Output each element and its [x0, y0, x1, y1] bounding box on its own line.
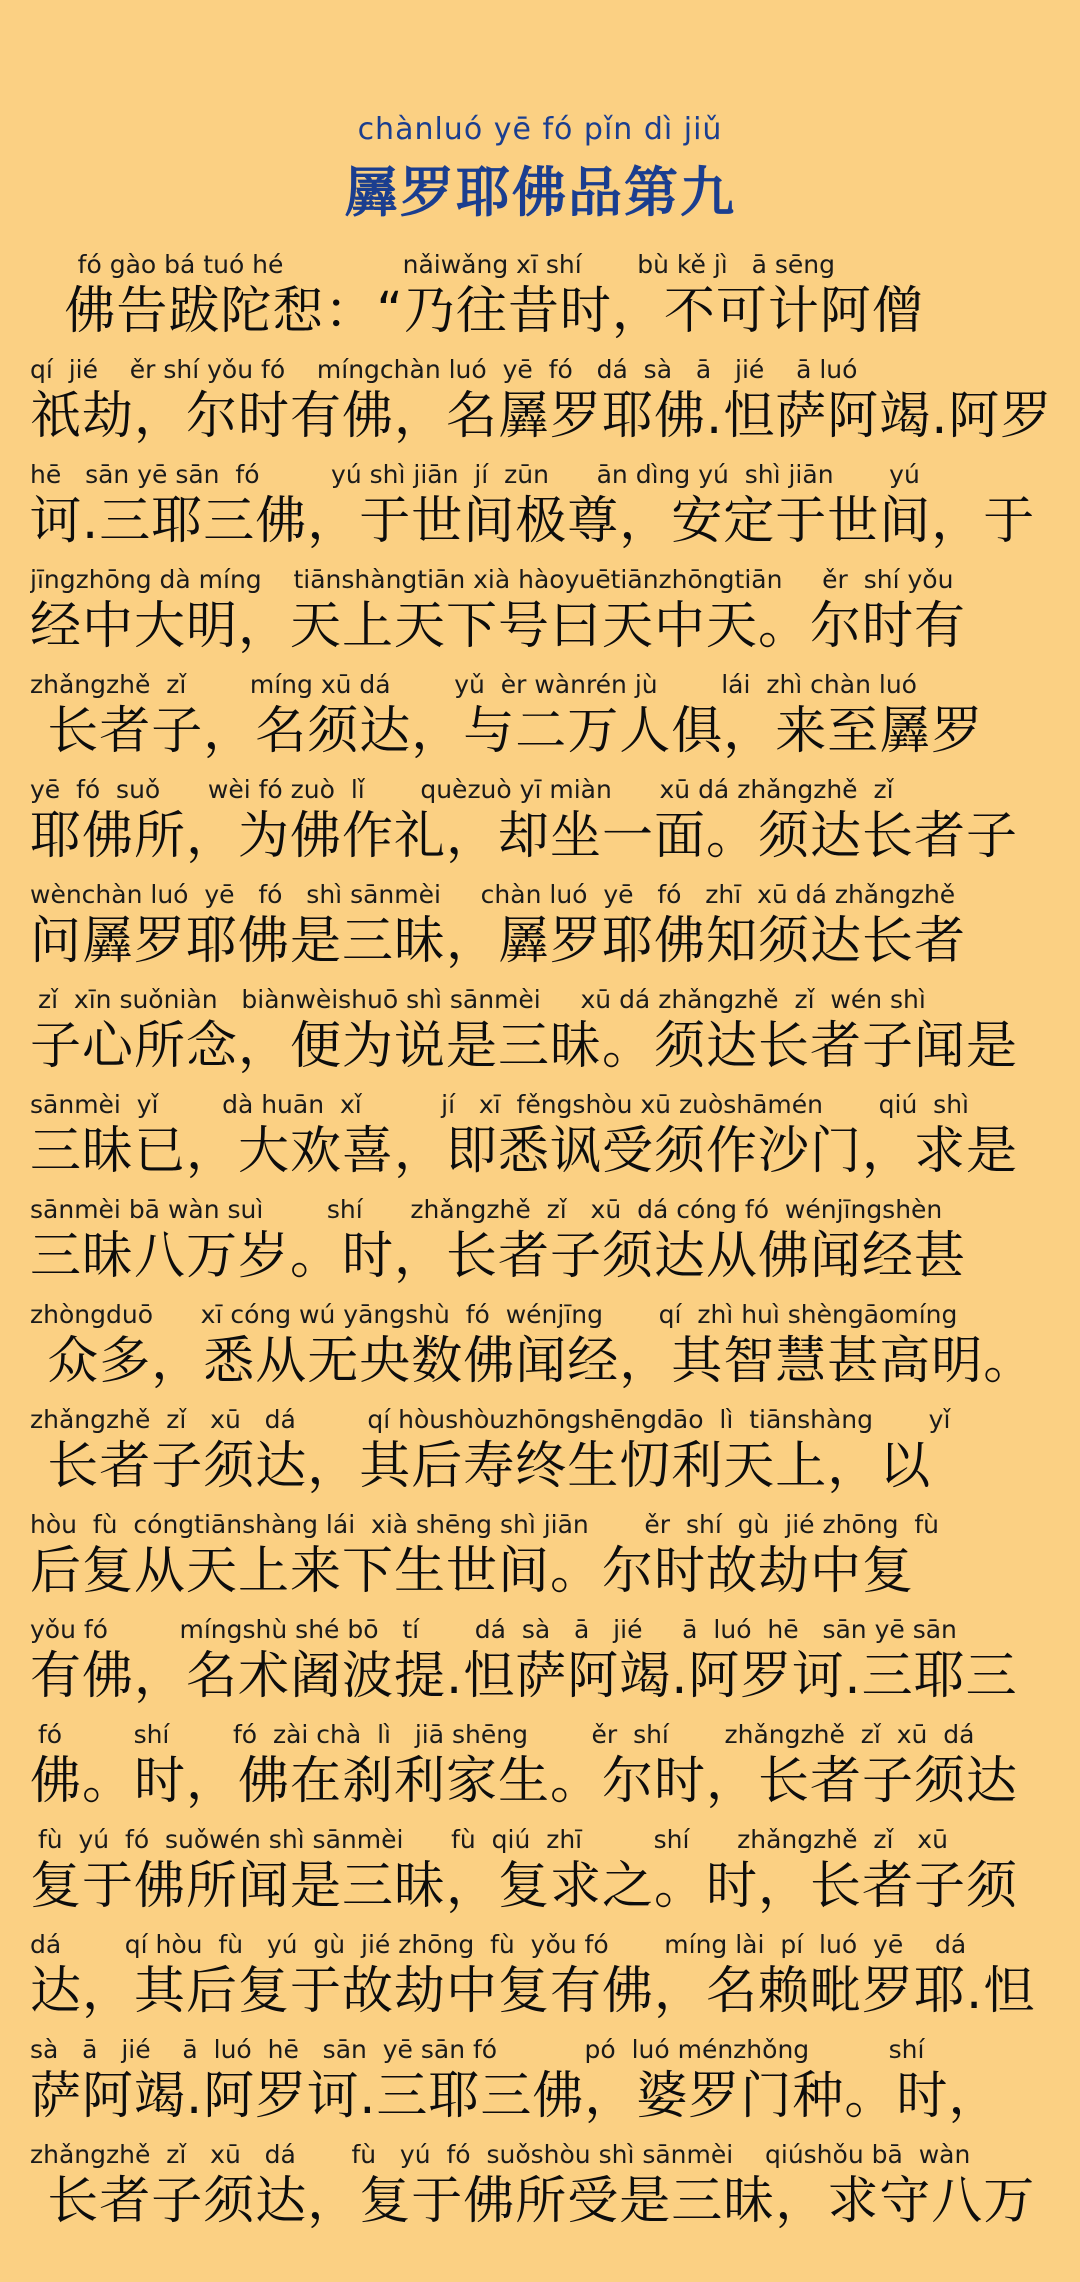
verse-line: [30, 2140, 1060, 2234]
verse-line: [30, 1825, 1060, 1919]
pinyin-annotation: zhǎngzhě zǐ xū dá qí hòushòuzhōngshēngdāo lì tiānshàng yǐ: [30, 1405, 951, 1434]
pinyin-annotation: zhǎngzhě zǐ xū dá fù yú fó suǒshòu shì sānmèi qiúshǒu bā wàn: [30, 2140, 971, 2169]
verse-text: 祇劫，尔时有佛，名羼罗耶佛.怛萨阿竭.阿罗: [30, 387, 1053, 446]
pinyin-annotation: fó shí fó zài chà lì jiā shēng ěr shí zhǎngzhě zǐ xū dá: [30, 1720, 975, 1749]
verse-line: [30, 2035, 1060, 2129]
verse-text: 有佛，名术阇波提.怛萨阿竭.阿罗诃.三耶三: [30, 1647, 1018, 1706]
pinyin-annotation: sānmèi yǐ dà huān xǐ jí xī fěngshòu xū zuòshāmén qiú shì: [30, 1090, 970, 1119]
verse-line: [30, 1615, 1060, 1709]
pinyin-annotation: zhǎngzhě zǐ míng xū dá yǔ èr wànrén jù lái zhì chàn luó: [30, 670, 917, 699]
pinyin-annotation: yē fó suǒ wèi fó zuò lǐ quèzuò yī miàn xū dá zhǎngzhě zǐ: [30, 775, 894, 804]
verse-text: 诃.三耶三佛，于世间极尊，安定于世间，于: [30, 492, 1036, 551]
verse-line: [30, 565, 1060, 659]
verse-text: 佛。时，佛在刹利家生。尔时，长者子须达: [30, 1752, 1019, 1811]
title-pinyin: chànluó yē fó pǐn dì jiǔ: [357, 112, 723, 147]
verse-line: [30, 1405, 1060, 1499]
pinyin-annotation: hòu fù cóngtiānshàng lái xià shēng shì jiān ěr shí gù jié zhōng fù: [30, 1510, 940, 1539]
verse-line: [30, 250, 1060, 344]
verse-text: 耶佛所，为佛作礼，却坐一面。须达长者子: [30, 807, 1019, 866]
verse-text: 佛告跋陀惒：“乃往昔时，不可计阿僧: [30, 282, 924, 341]
verse-text: 长者子须达，其后寿终生忉利天上，以: [30, 1437, 932, 1496]
verse-text: 众多，悉从无央数佛闻经，其智慧甚高明。: [30, 1332, 1036, 1391]
verse-line: [30, 880, 1060, 974]
pinyin-annotation: dá qí hòu fù yú gù jié zhōng fù yǒu fó míng lài pí luó yē dá: [30, 1930, 967, 1959]
pinyin-annotation: qí jié ěr shí yǒu fó míngchàn luó yē fó dá sà ā jié ā luó: [30, 355, 858, 384]
verse-text: 三昧八万岁。时，长者子须达从佛闻经甚: [30, 1227, 967, 1286]
verse-line: [30, 670, 1060, 764]
pinyin-annotation: sānmèi bā wàn suì shí zhǎngzhě zǐ xū dá cóng fó wénjīngshèn: [30, 1195, 943, 1224]
verse-text: 复于佛所闻是三昧，复求之。时，长者子须: [30, 1857, 1019, 1916]
verse-line: [30, 1510, 1060, 1604]
verse-line: [30, 460, 1060, 554]
verse-text: 经中大明，天上天下号曰天中天。尔时有: [30, 597, 967, 656]
pinyin-annotation: hē sān yē sān fó yú shì jiān jí zūn ān dìng yú shì jiān yú: [30, 460, 920, 489]
verse-text: 达，其后复于故劫中复有佛，名赖毗罗耶.怛: [30, 1962, 1036, 2021]
verse-text: 长者子须达，复于佛所受是三昧，求守八万: [30, 2172, 1036, 2231]
pinyin-annotation: yǒu fó míngshù shé bō tí dá sà ā jié ā luó hē sān yē sān: [30, 1615, 957, 1644]
verse-text: 三昧已，大欢喜，即悉讽受须作沙门，求是: [30, 1122, 1019, 1181]
verse-text: 萨阿竭.阿罗诃.三耶三佛，婆罗门种。时，: [30, 2067, 1001, 2126]
pinyin-annotation: jīngzhōng dà míng tiānshàngtiān xià hàoyuētiānzhōngtiān ěr shí yǒu: [30, 565, 954, 594]
verse-line: [30, 1300, 1060, 1394]
pinyin-annotation: sà ā jié ā luó hē sān yē sān fó pó luó ménzhǒng shí: [30, 2035, 925, 2064]
verse-text: 长者子，名须达，与二万人俱，来至羼罗: [30, 702, 984, 761]
pinyin-annotation: fù yú fó suǒwén shì sānmèi fù qiú zhī shí zhǎngzhě zǐ xū: [30, 1825, 948, 1854]
pinyin-annotation: fó gào bá tuó hé nǎiwǎng xī shí bù kě jì ā sēng: [30, 250, 835, 279]
chapter-title: 羼罗耶佛品第九: [344, 161, 736, 224]
verse-line: [30, 1720, 1060, 1814]
verse-line: [30, 355, 1060, 449]
verse-text: 子心所念，便为说是三昧。须达长者子闻是: [30, 1017, 1019, 1076]
verse-line: [30, 1090, 1060, 1184]
verse-line: [30, 1930, 1060, 2024]
verse-line: [30, 1195, 1060, 1289]
pinyin-annotation: wènchàn luó yē fó shì sānmèi chàn luó yē fó zhī xū dá zhǎngzhě: [30, 880, 956, 909]
verse-line: [30, 775, 1060, 869]
pinyin-annotation: zhòngduō xī cóng wú yāngshù fó wénjīng qí zhì huì shèngāomíng: [30, 1300, 958, 1329]
verse-line: [30, 985, 1060, 1079]
verse-text: 后复从天上来下生世间。尔时故劫中复: [30, 1542, 915, 1601]
pinyin-annotation: zǐ xīn suǒniàn biànwèishuō shì sānmèi xū dá zhǎngzhě zǐ wén shì: [30, 985, 926, 1014]
verse-text: 问羼罗耶佛是三昧，羼罗耶佛知须达长者: [30, 912, 967, 971]
